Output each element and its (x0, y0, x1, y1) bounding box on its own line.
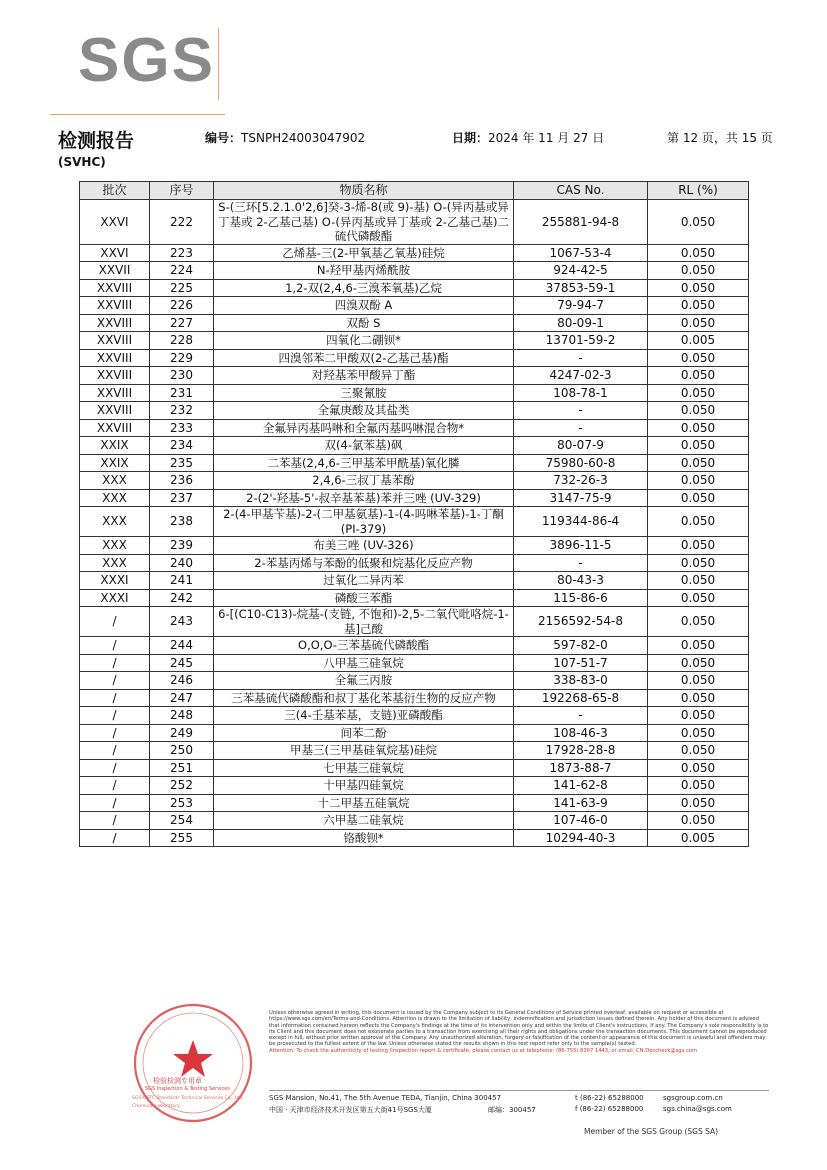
substance-cell: 磷酸三苯酯 (214, 589, 514, 607)
cas-cell: 37853-59-1 (514, 279, 648, 297)
table-row (80, 472, 749, 490)
cas-cell: 80-43-3 (514, 572, 648, 590)
batch-cell: / (80, 637, 150, 655)
cas-cell: 2156592-54-8 (514, 607, 648, 637)
cas-cell: 192268-65-8 (514, 689, 648, 707)
substance-cell: 2,4,6-三叔丁基苯酚 (214, 472, 514, 490)
batch-cell: XXVIII (80, 367, 150, 385)
rl-cell: 0.050 (648, 654, 749, 672)
substance-cell: 乙烯基-三(2-甲氧基乙氧基)硅烷 (214, 244, 514, 262)
substance-cell: 十二甲基五硅氧烷 (214, 794, 514, 812)
rl-cell: 0.050 (648, 572, 749, 590)
sgs-logo (50, 28, 225, 103)
substance-cell: 布美三唑 (UV-326) (214, 537, 514, 555)
seq-cell: 238 (150, 507, 214, 537)
table-row (80, 724, 749, 742)
cas-cell: 732-26-3 (514, 472, 648, 490)
section-label: (SVHC) (58, 155, 106, 169)
rl-cell: 0.005 (648, 829, 749, 847)
substance-cell: 六甲基二硅氧烷 (214, 812, 514, 830)
seq-cell: 249 (150, 724, 214, 742)
seq-cell: 253 (150, 794, 214, 812)
rl-cell: 0.050 (648, 537, 749, 555)
substance-cell: 二苯基(2,4,6-三甲基苯甲酰基)氧化膦 (214, 454, 514, 472)
seq-cell: 233 (150, 419, 214, 437)
seq-cell: 235 (150, 454, 214, 472)
table-row (80, 332, 749, 350)
svhc-table (79, 181, 749, 847)
page-indicator: 第 12 页，共 15 页 (667, 131, 773, 145)
batch-cell: XXVIII (80, 314, 150, 332)
report-number-label: 编号： (205, 131, 242, 145)
table-row (80, 742, 749, 760)
seq-cell: 243 (150, 607, 214, 637)
report-date-label: 日期： (452, 131, 489, 145)
cas-cell: 107-46-0 (514, 812, 648, 830)
seal-text: 检验检测专用章 (153, 1077, 202, 1085)
substance-cell: 四氧化二硼钡* (214, 332, 514, 350)
rl-cell: 0.050 (648, 607, 749, 637)
rl-cell: 0.050 (648, 402, 749, 420)
batch-cell: XXVIII (80, 402, 150, 420)
cas-cell: - (514, 707, 648, 725)
table-row (80, 367, 749, 385)
rl-cell: 0.050 (648, 759, 749, 777)
table-row (80, 200, 749, 245)
cas-cell: 597-82-0 (514, 637, 648, 655)
rl-cell: 0.050 (648, 384, 749, 402)
rl-cell: 0.050 (648, 724, 749, 742)
report-number (205, 129, 365, 146)
rl-cell: 0.050 (648, 262, 749, 280)
substance-cell: 十甲基四硅氧烷 (214, 777, 514, 795)
batch-cell: XXVI (80, 200, 150, 245)
seq-cell: 241 (150, 572, 214, 590)
table-header-row (80, 182, 749, 200)
email-link[interactable]: sgs.china@sgs.com (663, 1105, 732, 1113)
cas-cell: 10294-40-3 (514, 829, 648, 847)
cas-cell: 108-46-3 (514, 724, 648, 742)
substance-cell: 间苯二酚 (214, 724, 514, 742)
substance-cell: 全氟三丙胺 (214, 672, 514, 690)
substance-cell: 双(4-氯苯基)砜 (214, 437, 514, 455)
report-title: 检测报告 (58, 130, 135, 152)
rl-cell: 0.050 (648, 314, 749, 332)
cas-cell: 255881-94-8 (514, 200, 648, 245)
seq-cell: 230 (150, 367, 214, 385)
report-date-value: 2024 年 11 月 27 日 (488, 131, 605, 145)
table-row (80, 812, 749, 830)
member-note: Member of the SGS Group (SGS SA) (584, 1127, 719, 1136)
seq-cell: 240 (150, 554, 214, 572)
cas-cell: 141-62-8 (514, 777, 648, 795)
cas-cell: 17928-28-8 (514, 742, 648, 760)
report-date (452, 129, 604, 146)
cas-cell: 338-83-0 (514, 672, 648, 690)
table-row (80, 454, 749, 472)
seq-cell: 224 (150, 262, 214, 280)
cas-cell: 108-78-1 (514, 384, 648, 402)
batch-cell: / (80, 689, 150, 707)
disclaimer-block (269, 1010, 769, 1054)
cas-cell: 1873-88-7 (514, 759, 648, 777)
table-row (80, 829, 749, 847)
batch-cell: / (80, 724, 150, 742)
substance-cell: 四溴双酚 A (214, 297, 514, 315)
table-row (80, 537, 749, 555)
substance-cell: 三(4-壬基苯基，支链)亚磷酸酯 (214, 707, 514, 725)
table-row (80, 279, 749, 297)
substance-cell: 6-[(C10-C13)-烷基-(支链, 不饱和)-2,5-二氧代吡咯烷-1-基]己酸 (214, 607, 514, 637)
substance-cell: 三聚氰胺 (214, 384, 514, 402)
header-rl: RL (%) (648, 182, 749, 200)
substance-cell: 双酚 S (214, 314, 514, 332)
rl-cell: 0.005 (648, 332, 749, 350)
batch-cell: / (80, 759, 150, 777)
rl-cell: 0.050 (648, 507, 749, 537)
table-row (80, 572, 749, 590)
cas-cell: 80-07-9 (514, 437, 648, 455)
table-row (80, 402, 749, 420)
header-seq: 序号 (150, 182, 214, 200)
cas-cell: 119344-86-4 (514, 507, 648, 537)
table-row (80, 244, 749, 262)
address-cn: 中国 · 天津市经济技术开发区第五大街41号SGS大厦 (269, 1106, 432, 1114)
substance-cell: 四溴邻苯二甲酸双(2-乙基己基)酯 (214, 349, 514, 367)
table-row (80, 607, 749, 637)
table-row (80, 384, 749, 402)
seq-cell: 252 (150, 777, 214, 795)
table-row (80, 707, 749, 725)
batch-cell: / (80, 707, 150, 725)
table-row (80, 554, 749, 572)
seq-cell: 251 (150, 759, 214, 777)
substance-cell: 七甲基三硅氧烷 (214, 759, 514, 777)
address-en: SGS Mansion, No.41, The 5th Avenue TEDA, Tianjin, China 300457 (269, 1094, 502, 1102)
seq-cell: 242 (150, 589, 214, 607)
seq-cell: 236 (150, 472, 214, 490)
rl-cell: 0.050 (648, 742, 749, 760)
cas-cell: - (514, 554, 648, 572)
batch-cell: / (80, 607, 150, 637)
seq-cell: 245 (150, 654, 214, 672)
seal-sub: SGS Inspection & Testing Services (145, 1086, 230, 1092)
cas-cell: 75980-60-8 (514, 454, 648, 472)
table-body (80, 200, 749, 847)
seq-cell: 223 (150, 244, 214, 262)
seq-cell: 228 (150, 332, 214, 350)
substance-cell: 全氟庚酸及其盐类 (214, 402, 514, 420)
substance-cell: 过氧化二异丙苯 (214, 572, 514, 590)
table-row (80, 654, 749, 672)
rl-cell: 0.050 (648, 794, 749, 812)
fax: f (86-22) 65288000 (575, 1105, 644, 1113)
batch-cell: XXXI (80, 572, 150, 590)
seq-cell: 246 (150, 672, 214, 690)
substance-cell: O,O,O-三苯基硫代磷酸酯 (214, 637, 514, 655)
logo-rule-horizontal (50, 114, 225, 115)
rl-cell: 0.050 (648, 244, 749, 262)
rl-cell: 0.050 (648, 437, 749, 455)
rl-cell: 0.050 (648, 489, 749, 507)
substance-cell: 甲基三(三甲基硅氧烷基)硅烷 (214, 742, 514, 760)
batch-cell: XXVIII (80, 332, 150, 350)
seq-cell: 229 (150, 349, 214, 367)
substance-cell: N-羟甲基丙烯酰胺 (214, 262, 514, 280)
table-row (80, 262, 749, 280)
seq-cell: 231 (150, 384, 214, 402)
sgs-logo-text: SGS (78, 26, 215, 95)
rl-cell: 0.050 (648, 367, 749, 385)
cas-cell: 13701-59-2 (514, 332, 648, 350)
table-row (80, 777, 749, 795)
batch-cell: XXXI (80, 589, 150, 607)
cas-cell: 80-09-1 (514, 314, 648, 332)
substance-cell: 1,2-双(2,4,6-三溴苯氧基)乙烷 (214, 279, 514, 297)
cas-cell: - (514, 349, 648, 367)
table-row (80, 314, 749, 332)
batch-cell: XXVIII (80, 297, 150, 315)
seq-cell: 244 (150, 637, 214, 655)
cas-cell: 79-94-7 (514, 297, 648, 315)
batch-cell: XXIX (80, 437, 150, 455)
rl-cell: 0.050 (648, 200, 749, 245)
rl-cell: 0.050 (648, 812, 749, 830)
cas-cell: 115-86-6 (514, 589, 648, 607)
header-cas: CAS No. (514, 182, 648, 200)
table-row (80, 437, 749, 455)
seq-cell: 237 (150, 489, 214, 507)
substance-cell: S-(三环[5.2.1.0'2,6]癸-3-烯-8(或 9)-基) O-(异丙基或异丁基或 2-乙基己基) O-(异丙基或异丁基或 2-乙基己基)二硫代磷酸酯 (214, 200, 514, 245)
batch-cell: XXIX (80, 454, 150, 472)
batch-cell: / (80, 794, 150, 812)
cas-cell: 924-42-5 (514, 262, 648, 280)
cas-cell: 1067-53-4 (514, 244, 648, 262)
report-number-value: TSNPH24003047902 (241, 131, 366, 145)
seq-cell: 225 (150, 279, 214, 297)
substance-cell: 三苯基硫代磷酸酯和叔丁基化苯基衍生物的反应产物 (214, 689, 514, 707)
rl-cell: 0.050 (648, 454, 749, 472)
batch-cell: / (80, 812, 150, 830)
seq-cell: 232 (150, 402, 214, 420)
substance-cell: 2-(4-甲基苄基)-2-(二甲基氨基)-1-(4-吗啉苯基)-1-丁酮 (PI-379) (214, 507, 514, 537)
table-row (80, 349, 749, 367)
substance-cell: 2-(2'-羟基-5'-叔辛基苯基)苯并三唑 (UV-329) (214, 489, 514, 507)
cas-cell: 3896-11-5 (514, 537, 648, 555)
table-row (80, 689, 749, 707)
batch-cell: / (80, 829, 150, 847)
telephone: t (86-22) 65288000 (575, 1094, 644, 1102)
batch-cell: XXX (80, 537, 150, 555)
rl-cell: 0.050 (648, 349, 749, 367)
batch-cell: XXVI (80, 244, 150, 262)
rl-cell: 0.050 (648, 297, 749, 315)
batch-cell: / (80, 777, 150, 795)
batch-cell: XXX (80, 489, 150, 507)
cas-cell: 141-63-9 (514, 794, 648, 812)
cas-cell: 3147-75-9 (514, 489, 648, 507)
seal-left: SGS-CSTC Standards Technical Services Co., Ltd. (132, 1096, 244, 1101)
seq-cell: 255 (150, 829, 214, 847)
substance-cell: 2-苯基丙烯与苯酚的低聚和烷基化反应产物 (214, 554, 514, 572)
postcode-cn: 邮编：300457 (488, 1106, 536, 1114)
rl-cell: 0.050 (648, 554, 749, 572)
rl-cell: 0.050 (648, 589, 749, 607)
website-link[interactable]: sgsgroup.com.cn (663, 1094, 723, 1102)
substance-cell: 对羟基苯甲酸异丁酯 (214, 367, 514, 385)
seq-cell: 248 (150, 707, 214, 725)
batch-cell: XXX (80, 472, 150, 490)
rl-cell: 0.050 (648, 637, 749, 655)
batch-cell: XXVII (80, 262, 150, 280)
batch-cell: / (80, 672, 150, 690)
seq-cell: 254 (150, 812, 214, 830)
batch-cell: XXVIII (80, 384, 150, 402)
rl-cell: 0.050 (648, 419, 749, 437)
cas-cell: 4247-02-3 (514, 367, 648, 385)
table-row (80, 489, 749, 507)
seq-cell: 227 (150, 314, 214, 332)
substance-cell: 铬酸钡* (214, 829, 514, 847)
table-row (80, 297, 749, 315)
seq-cell: 239 (150, 537, 214, 555)
table-row (80, 759, 749, 777)
seq-cell: 247 (150, 689, 214, 707)
rl-cell: 0.050 (648, 472, 749, 490)
cas-cell: - (514, 419, 648, 437)
seq-cell: 234 (150, 437, 214, 455)
substance-cell: 八甲基三硅氧烷 (214, 654, 514, 672)
header-substance: 物质名称 (214, 182, 514, 200)
table-row (80, 637, 749, 655)
table-row (80, 419, 749, 437)
rl-cell: 0.050 (648, 707, 749, 725)
logo-rule-vertical (218, 28, 219, 100)
substance-cell: 全氟异丙基吗啉和全氟丙基吗啉混合物* (214, 419, 514, 437)
table-row (80, 672, 749, 690)
table-row (80, 589, 749, 607)
table-row (80, 507, 749, 537)
batch-cell: / (80, 742, 150, 760)
seq-cell: 222 (150, 200, 214, 245)
batch-cell: XXVIII (80, 419, 150, 437)
rl-cell: 0.050 (648, 777, 749, 795)
seq-cell: 250 (150, 742, 214, 760)
rl-cell: 0.050 (648, 279, 749, 297)
cas-cell: 107-51-7 (514, 654, 648, 672)
batch-cell: XXX (80, 554, 150, 572)
rl-cell: 0.050 (648, 672, 749, 690)
batch-cell: / (80, 654, 150, 672)
header-batch: 批次 (80, 182, 150, 200)
disclaimer-text: Unless otherwise agreed in writing, this document is issued by the Company subject to its General Conditions of Service printed overleaf, available on request or accessible at https://www.sgs.com/en/Terms-and-Conditions. Attention is drawn to the limitation of liability, indemnification and jurisdiction issues defined therein. Any holder of this document is advised that information contained hereon reflects the Company's findings at the time of its intervention only and within the limits of Client's instructions, if any. The Company's sole responsibility is to its Client and this document does not exonerate parties to a transaction from exercising all their rights and obligations under the transaction documents. This document cannot be reproduced except in full, without prior written approval of the Company. Any unauthorized alteration, forgery or falsification of the content or appearance of this document is unlawful and offenders may be prosecuted to the fullest extent of the law. Unless otherwise stated the results shown in this test report refer only to the sample(s) tested. (269, 1010, 769, 1048)
batch-cell: XXX (80, 507, 150, 537)
seal-left2: Chemical Laboratory (132, 1104, 180, 1109)
cas-cell: - (514, 402, 648, 420)
table-row (80, 794, 749, 812)
rl-cell: 0.050 (648, 689, 749, 707)
seq-cell: 226 (150, 297, 214, 315)
authenticity-notice: Attention: To check the authenticity of testing /inspection report & certificate, please contact us at telephone: (86-755) 8307 1443, or email: CN.Doccheck@sgs.com (269, 1047, 698, 1054)
footer-divider (269, 1090, 769, 1091)
batch-cell: XXVIII (80, 279, 150, 297)
batch-cell: XXVIII (80, 349, 150, 367)
